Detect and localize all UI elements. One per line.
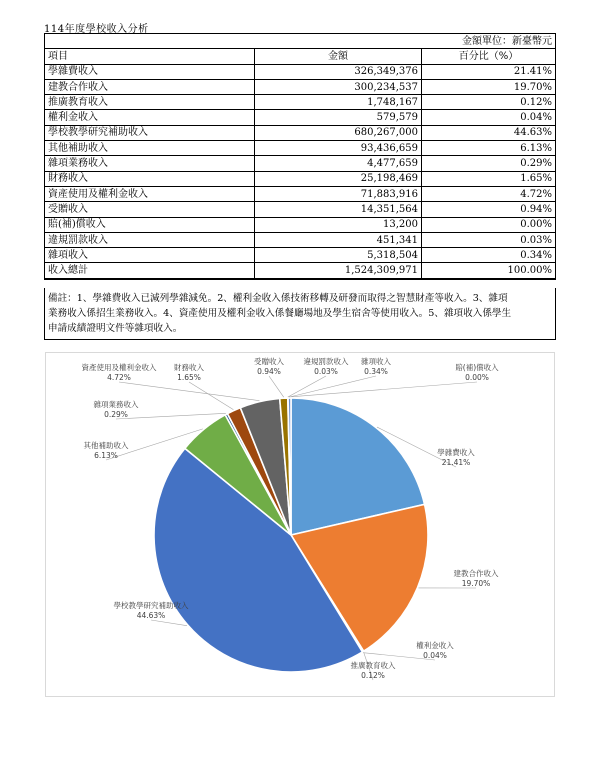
pie-chart bbox=[45, 352, 555, 697]
row-percent: 0.12% bbox=[422, 95, 556, 110]
leader-line bbox=[116, 413, 226, 419]
income-table bbox=[44, 33, 556, 280]
header-item: 項目 bbox=[45, 49, 255, 64]
slice-percent-label: 0.34% bbox=[364, 367, 388, 376]
leader-line bbox=[269, 376, 284, 397]
row-percent: 0.03% bbox=[422, 232, 556, 247]
table-row bbox=[45, 232, 556, 247]
leader-line bbox=[288, 382, 477, 397]
row-item: 其他補助收入 bbox=[45, 141, 255, 156]
slice-name-label: 權利金收入 bbox=[416, 641, 454, 650]
row-amount: 25,198,469 bbox=[255, 171, 422, 186]
slice-name-label: 推廣教育收入 bbox=[350, 661, 396, 670]
remarks-line-1: 備註：1、學雜費收入已減列學雜減免。2、權利金收入係技術移轉及研發而取得之智慧財產等收入。3、雜項 bbox=[48, 293, 508, 304]
row-item: 權利金收入 bbox=[45, 110, 255, 125]
slice-percent-label: 6.13% bbox=[94, 451, 118, 460]
table-row bbox=[45, 79, 556, 94]
slice-name-label: 資產使用及權利金收入 bbox=[81, 363, 157, 372]
slice-name-label: 受贈收入 bbox=[254, 357, 284, 366]
table-row bbox=[45, 64, 556, 79]
unit-row bbox=[45, 34, 556, 49]
row-amount: 4,477,659 bbox=[255, 156, 422, 171]
row-percent: 0.00% bbox=[422, 217, 556, 232]
row-item: 建教合作收入 bbox=[45, 79, 255, 94]
row-percent: 19.70% bbox=[422, 79, 556, 94]
table-row bbox=[45, 186, 556, 201]
row-item: 財務收入 bbox=[45, 171, 255, 186]
header-amount: 金額 bbox=[255, 49, 422, 64]
leader-line bbox=[151, 620, 187, 626]
row-percent: 4.72% bbox=[422, 186, 556, 201]
row-percent: 6.13% bbox=[422, 141, 556, 156]
table-row bbox=[45, 202, 556, 217]
row-item: 學雜費收入 bbox=[45, 64, 255, 79]
row-percent: 21.41% bbox=[422, 64, 556, 79]
pie-chart-svg bbox=[46, 353, 556, 698]
row-percent: 44.63% bbox=[422, 125, 556, 140]
page-title: 114年度學校收入分析 bbox=[44, 24, 149, 35]
slice-name-label: 建教合作收入 bbox=[453, 569, 499, 578]
total-item: 收入總計 bbox=[45, 263, 255, 279]
row-amount: 451,341 bbox=[255, 232, 422, 247]
row-item: 雜項收入 bbox=[45, 248, 255, 263]
slice-percent-label: 0.00% bbox=[465, 373, 489, 382]
slice-percent-label: 1.65% bbox=[177, 373, 201, 382]
row-item: 賠(補)償收入 bbox=[45, 217, 255, 232]
table-row bbox=[45, 95, 556, 110]
total-row bbox=[45, 263, 556, 279]
leader-line bbox=[290, 376, 376, 397]
slice-percent-label: 0.03% bbox=[314, 367, 338, 376]
slice-percent-label: 0.94% bbox=[257, 367, 281, 376]
total-percent: 100.00% bbox=[422, 263, 556, 279]
row-amount: 326,349,376 bbox=[255, 64, 422, 79]
row-percent: 0.04% bbox=[422, 110, 556, 125]
remarks-note bbox=[44, 288, 556, 340]
remarks-line-3: 申請成績證明文件等雜項收入。 bbox=[48, 323, 183, 334]
row-item: 推廣教育收入 bbox=[45, 95, 255, 110]
row-amount: 13,200 bbox=[255, 217, 422, 232]
table-row bbox=[45, 171, 556, 186]
row-percent: 0.34% bbox=[422, 248, 556, 263]
slice-percent-label: 21.41% bbox=[441, 458, 471, 467]
row-percent: 0.94% bbox=[422, 202, 556, 217]
slice-name-label: 學雜費收入 bbox=[437, 448, 475, 457]
row-percent: 0.29% bbox=[422, 156, 556, 171]
table-row bbox=[45, 248, 556, 263]
slice-name-label: 雜項業務收入 bbox=[93, 400, 139, 409]
remarks-line-2: 業務收入係招生業務收入。4、資產使用及權利金收入係餐廳場地及學生宿舍等使用收入。5、雜項收入係學生 bbox=[48, 308, 512, 319]
row-amount: 14,351,564 bbox=[255, 202, 422, 217]
slice-name-label: 其他補助收入 bbox=[83, 441, 129, 450]
row-amount: 300,234,537 bbox=[255, 79, 422, 94]
slice-percent-label: 19.70% bbox=[461, 579, 491, 588]
slice-name-label: 賠(補)償收入 bbox=[455, 363, 499, 372]
total-amount: 1,524,309,971 bbox=[255, 263, 422, 279]
slice-name-label: 雜項收入 bbox=[361, 357, 391, 366]
row-item: 學校教學研究補助收入 bbox=[45, 125, 255, 140]
row-amount: 1,748,167 bbox=[255, 95, 422, 110]
table-row bbox=[45, 125, 556, 140]
table-row bbox=[45, 156, 556, 171]
header-percent: 百分比（%） bbox=[422, 49, 556, 64]
table-row bbox=[45, 217, 556, 232]
row-item: 資產使用及權利金收入 bbox=[45, 186, 255, 201]
table-row bbox=[45, 141, 556, 156]
table-row bbox=[45, 110, 556, 125]
row-amount: 579,579 bbox=[255, 110, 422, 125]
slice-name-label: 違規罰款收入 bbox=[303, 357, 349, 366]
leader-line bbox=[119, 382, 259, 401]
slice-name-label: 學校教學研究補助收入 bbox=[113, 601, 189, 610]
slice-percent-label: 0.29% bbox=[104, 410, 128, 419]
header-row bbox=[45, 49, 556, 64]
slice-percent-label: 0.12% bbox=[361, 671, 385, 680]
row-item: 違規罰款收入 bbox=[45, 232, 255, 247]
row-amount: 71,883,916 bbox=[255, 186, 422, 201]
slice-percent-label: 4.72% bbox=[107, 373, 131, 382]
leader-line bbox=[189, 382, 233, 410]
unit-label: 金額單位：新臺幣元 bbox=[45, 34, 556, 49]
row-amount: 680,267,000 bbox=[255, 125, 422, 140]
slice-percent-label: 44.63% bbox=[136, 611, 166, 620]
row-amount: 5,318,504 bbox=[255, 248, 422, 263]
slice-name-label: 財務收入 bbox=[174, 363, 204, 372]
leader-line bbox=[288, 376, 326, 397]
row-percent: 1.65% bbox=[422, 171, 556, 186]
row-item: 雜項業務收入 bbox=[45, 156, 255, 171]
row-amount: 93,436,659 bbox=[255, 141, 422, 156]
row-item: 受贈收入 bbox=[45, 202, 255, 217]
slice-percent-label: 0.04% bbox=[423, 651, 447, 660]
